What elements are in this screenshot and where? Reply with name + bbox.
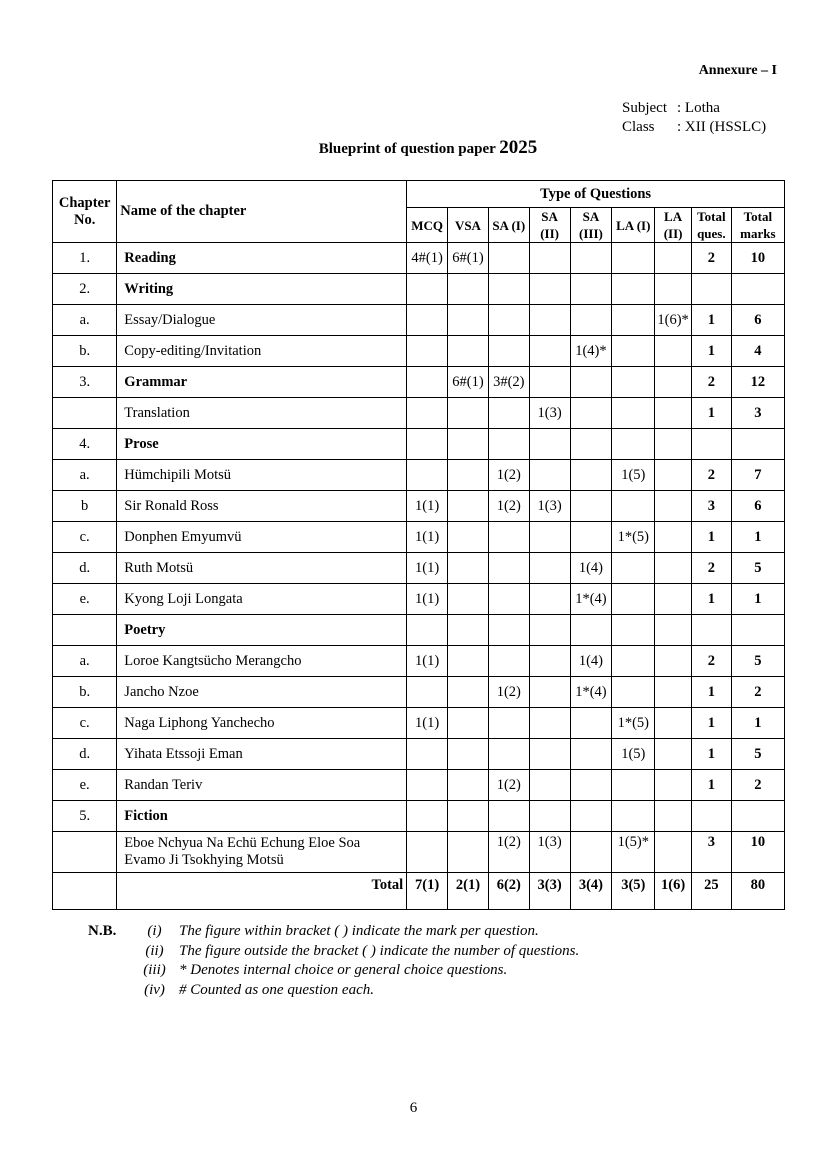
- question-cell: [407, 801, 448, 832]
- question-cell: [407, 615, 448, 646]
- question-cell: 2: [691, 243, 731, 274]
- question-cell: [407, 367, 448, 398]
- question-cell: [570, 398, 612, 429]
- question-cell: [448, 522, 489, 553]
- question-cell: [448, 677, 489, 708]
- question-cell: [731, 801, 784, 832]
- question-cell: [407, 274, 448, 305]
- note-text: The figure within bracket ( ) indicate the mark per question.: [179, 923, 539, 939]
- chapter-name: Writing: [117, 274, 407, 305]
- total-cell: 2(1): [448, 873, 489, 910]
- chapter-name: Prose: [117, 429, 407, 460]
- question-cell: [612, 243, 655, 274]
- table-header: [53, 181, 785, 243]
- question-cell: [570, 615, 612, 646]
- question-cell: [612, 677, 655, 708]
- question-cell: 1: [691, 398, 731, 429]
- question-cell: [448, 708, 489, 739]
- question-cell: 7: [731, 460, 784, 491]
- total-label: Total: [117, 873, 407, 910]
- question-cell: 1(3): [529, 491, 570, 522]
- question-cell: 1: [691, 677, 731, 708]
- question-cell: [655, 739, 692, 770]
- chapter-name: Jancho Nzoe: [117, 677, 407, 708]
- question-cell: 3: [691, 491, 731, 522]
- chapter-name: Sir Ronald Ross: [117, 491, 407, 522]
- question-cell: 1: [691, 708, 731, 739]
- question-cell: 3#(2): [488, 367, 529, 398]
- question-cell: [655, 243, 692, 274]
- chapter-name: Eboe Nchyua Na Echü Echung Eloe Soa Evamo Ji Tsokhying Motsü: [117, 832, 407, 873]
- question-cell: 2: [731, 770, 784, 801]
- question-cell: 1(5): [612, 460, 655, 491]
- chapter-name: Loroe Kangtsücho Merangcho: [117, 646, 407, 677]
- question-cell: [655, 646, 692, 677]
- class-value: : XII (HSSLC): [677, 119, 767, 135]
- question-cell: [448, 491, 489, 522]
- question-cell: [570, 801, 612, 832]
- note-number: (i): [147, 923, 162, 939]
- table-body: [53, 243, 785, 910]
- question-cell: [529, 739, 570, 770]
- question-cell: [488, 584, 529, 615]
- question-cell: [407, 832, 448, 873]
- chapter-number: d.: [53, 739, 117, 770]
- question-cell: 1: [691, 305, 731, 336]
- note-number: (iv): [144, 981, 165, 998]
- question-cell: [612, 367, 655, 398]
- question-cell: 6#(1): [448, 243, 489, 274]
- question-cell: [655, 429, 692, 460]
- total-cell: 25: [691, 873, 731, 910]
- question-cell: [570, 522, 612, 553]
- question-cell: [407, 770, 448, 801]
- question-cell: [655, 677, 692, 708]
- class-label: Class: [622, 119, 655, 135]
- question-cell: [488, 615, 529, 646]
- table-row: [53, 522, 785, 553]
- chapter-number: c.: [53, 708, 117, 739]
- note-text: # Counted as one question each.: [179, 981, 374, 998]
- question-cell: [529, 429, 570, 460]
- question-cell: [529, 305, 570, 336]
- subject-row: [622, 99, 766, 118]
- note-number: (iii): [143, 962, 166, 978]
- note-item: [138, 961, 698, 981]
- question-cell: [655, 615, 692, 646]
- question-cell: 1*(5): [612, 708, 655, 739]
- question-cell: [691, 801, 731, 832]
- question-cell: 1(2): [488, 832, 529, 873]
- table-row: [53, 491, 785, 522]
- question-cell: [448, 429, 489, 460]
- question-cell: [570, 274, 612, 305]
- question-cell: [691, 429, 731, 460]
- question-cell: [488, 429, 529, 460]
- question-cell: 1(5)*: [612, 832, 655, 873]
- question-cell: [529, 677, 570, 708]
- question-cell: [570, 770, 612, 801]
- question-cell: 1(1): [407, 522, 448, 553]
- question-cell: 5: [731, 739, 784, 770]
- annexure-label: Annexure – I: [698, 63, 777, 78]
- question-cell: [612, 429, 655, 460]
- question-cell: 1: [691, 522, 731, 553]
- question-cell: [529, 274, 570, 305]
- table-row: [53, 398, 785, 429]
- question-cell: [407, 739, 448, 770]
- question-cell: [407, 677, 448, 708]
- question-cell: [448, 460, 489, 491]
- chapter-number: e.: [53, 584, 117, 615]
- question-cell: [407, 305, 448, 336]
- chapter-number: a.: [53, 460, 117, 491]
- chapter-number: 5.: [53, 801, 117, 832]
- chapter-number: a.: [53, 646, 117, 677]
- question-cell: [731, 615, 784, 646]
- question-cell: [448, 305, 489, 336]
- notes-list: [138, 922, 698, 1000]
- question-cell: 1: [691, 584, 731, 615]
- question-cell: [731, 429, 784, 460]
- sub-header-cell: Total marks: [731, 208, 784, 243]
- question-cell: 6: [731, 305, 784, 336]
- page-number: 6: [409, 1100, 418, 1116]
- question-cell: 1: [691, 739, 731, 770]
- question-cell: 12: [731, 367, 784, 398]
- chapter-name: Grammar: [117, 367, 407, 398]
- question-cell: [570, 739, 612, 770]
- question-cell: 1(3): [529, 398, 570, 429]
- table-row: [53, 677, 785, 708]
- note-text: * Denotes internal choice or general choice questions.: [179, 962, 508, 978]
- question-cell: [655, 336, 692, 367]
- question-cell: [655, 553, 692, 584]
- question-cell: 1(5): [612, 739, 655, 770]
- table-row: [53, 615, 785, 646]
- table-row: [53, 274, 785, 305]
- chapter-number: e.: [53, 770, 117, 801]
- question-cell: 2: [691, 460, 731, 491]
- question-cell: [488, 708, 529, 739]
- question-cell: 1: [731, 708, 784, 739]
- question-cell: [612, 770, 655, 801]
- question-cell: 4: [731, 336, 784, 367]
- note-text: The figure outside the bracket ( ) indicate the number of questions.: [179, 942, 580, 959]
- question-cell: [655, 398, 692, 429]
- table-row: [53, 336, 785, 367]
- chapter-number: [53, 398, 117, 429]
- question-cell: [655, 832, 692, 873]
- question-cell: 1(6)*: [655, 305, 692, 336]
- question-cell: [448, 336, 489, 367]
- question-cell: [570, 460, 612, 491]
- total-cell: 80: [731, 873, 784, 910]
- question-cell: 1: [691, 770, 731, 801]
- sub-header-cell: LA (I): [612, 208, 655, 243]
- chapter-number: 3.: [53, 367, 117, 398]
- question-cell: [407, 336, 448, 367]
- chapter-name: Randan Teriv: [117, 770, 407, 801]
- question-cell: [529, 522, 570, 553]
- question-cell: 5: [731, 553, 784, 584]
- subject-label: Subject: [622, 100, 667, 116]
- sub-header-cell: LA (II): [655, 208, 692, 243]
- question-cell: [488, 243, 529, 274]
- sub-header-cell: SA (III): [570, 208, 612, 243]
- question-cell: [570, 491, 612, 522]
- chapter-number: b.: [53, 336, 117, 367]
- question-cell: [655, 522, 692, 553]
- question-cell: 1: [731, 522, 784, 553]
- chapter-name: Translation: [117, 398, 407, 429]
- header-chapter-no: Chapter No.: [53, 181, 117, 243]
- chapter-number: a.: [53, 305, 117, 336]
- question-cell: 1(3): [529, 832, 570, 873]
- chapter-number: 1.: [53, 243, 117, 274]
- question-cell: [448, 646, 489, 677]
- question-cell: [529, 553, 570, 584]
- chapter-name: Reading: [117, 243, 407, 274]
- question-cell: [529, 708, 570, 739]
- note-number: (ii): [145, 942, 164, 959]
- chapter-number: [53, 615, 117, 646]
- table-row: [53, 832, 785, 873]
- question-cell: [448, 584, 489, 615]
- question-cell: 1(1): [407, 646, 448, 677]
- question-cell: [529, 584, 570, 615]
- question-cell: 1*(4): [570, 677, 612, 708]
- note-item: [138, 942, 698, 962]
- note-item: [138, 922, 698, 942]
- question-cell: [488, 801, 529, 832]
- question-cell: [655, 274, 692, 305]
- question-cell: [448, 739, 489, 770]
- question-cell: [448, 832, 489, 873]
- question-cell: [655, 708, 692, 739]
- question-cell: 2: [691, 646, 731, 677]
- sub-header-cell: SA (II): [529, 208, 570, 243]
- question-cell: [612, 398, 655, 429]
- table-row: [53, 739, 785, 770]
- sub-header-cell: VSA: [448, 208, 489, 243]
- subject-class-block: [622, 99, 766, 137]
- question-cell: [529, 243, 570, 274]
- question-cell: 1(2): [488, 460, 529, 491]
- question-cell: [488, 336, 529, 367]
- question-cell: [570, 305, 612, 336]
- chapter-number: c.: [53, 522, 117, 553]
- chapter-name: Kyong Loji Longata: [117, 584, 407, 615]
- question-cell: [612, 336, 655, 367]
- question-cell: [407, 460, 448, 491]
- question-cell: [570, 367, 612, 398]
- total-cell: 3(5): [612, 873, 655, 910]
- question-cell: 10: [731, 832, 784, 873]
- header-chapter-name: Name of the chapter: [117, 181, 407, 243]
- question-cell: [448, 770, 489, 801]
- chapter-number: b.: [53, 677, 117, 708]
- question-cell: [612, 553, 655, 584]
- page-title: [0, 137, 827, 159]
- table-row: [53, 584, 785, 615]
- question-cell: 2: [731, 677, 784, 708]
- blueprint-table: [52, 180, 785, 910]
- question-cell: [488, 398, 529, 429]
- question-cell: 6: [731, 491, 784, 522]
- chapter-name: Yihata Etssoji Eman: [117, 739, 407, 770]
- table-row: [53, 305, 785, 336]
- chapter-name: Donphen Emyumvü: [117, 522, 407, 553]
- table-row: [53, 770, 785, 801]
- sub-header-cell: SA (I): [488, 208, 529, 243]
- question-cell: [488, 522, 529, 553]
- table-row: [53, 553, 785, 584]
- chapter-name: Fiction: [117, 801, 407, 832]
- total-cell: 3(3): [529, 873, 570, 910]
- subject-value: : Lotha: [677, 100, 720, 116]
- question-cell: [529, 367, 570, 398]
- chapter-name: Copy-editing/Invitation: [117, 336, 407, 367]
- table-row: [53, 243, 785, 274]
- table-row: [53, 429, 785, 460]
- question-cell: [529, 801, 570, 832]
- question-cell: 1: [691, 336, 731, 367]
- question-cell: 1(2): [488, 491, 529, 522]
- question-cell: [570, 243, 612, 274]
- question-cell: [448, 398, 489, 429]
- question-cell: [612, 584, 655, 615]
- question-cell: 1(1): [407, 553, 448, 584]
- total-empty-cell: [53, 873, 117, 910]
- question-cell: 1(1): [407, 491, 448, 522]
- chapter-name: Essay/Dialogue: [117, 305, 407, 336]
- question-cell: 2: [691, 367, 731, 398]
- note-item: [138, 981, 698, 1001]
- question-cell: 2: [691, 553, 731, 584]
- chapter-number: b: [53, 491, 117, 522]
- question-cell: [612, 274, 655, 305]
- header-type-of-questions: Type of Questions: [407, 181, 785, 208]
- question-cell: 1(2): [488, 677, 529, 708]
- question-cell: [612, 305, 655, 336]
- chapter-name: Poetry: [117, 615, 407, 646]
- question-cell: 3: [691, 832, 731, 873]
- sub-header-cell: MCQ: [407, 208, 448, 243]
- question-cell: 3: [731, 398, 784, 429]
- question-cell: [655, 801, 692, 832]
- question-cell: 4#(1): [407, 243, 448, 274]
- chapter-number: 4.: [53, 429, 117, 460]
- question-cell: [731, 274, 784, 305]
- question-cell: 5: [731, 646, 784, 677]
- question-cell: [488, 274, 529, 305]
- chapter-name: Naga Liphong Yanchecho: [117, 708, 407, 739]
- title-text: Blueprint of question paper: [318, 141, 496, 157]
- question-cell: [488, 739, 529, 770]
- total-cell: 6(2): [488, 873, 529, 910]
- question-cell: [655, 367, 692, 398]
- question-cell: [488, 646, 529, 677]
- total-cell: 3(4): [570, 873, 612, 910]
- question-cell: [655, 584, 692, 615]
- question-cell: [655, 491, 692, 522]
- table-row: [53, 801, 785, 832]
- chapter-number: 2.: [53, 274, 117, 305]
- question-cell: [570, 429, 612, 460]
- table-row: [53, 367, 785, 398]
- question-cell: 1*(4): [570, 584, 612, 615]
- question-cell: [529, 336, 570, 367]
- question-cell: [691, 274, 731, 305]
- question-cell: 1(4): [570, 553, 612, 584]
- question-cell: [529, 646, 570, 677]
- question-cell: [655, 460, 692, 491]
- question-cell: [570, 708, 612, 739]
- question-cell: [612, 491, 655, 522]
- question-cell: [488, 305, 529, 336]
- chapter-number: [53, 832, 117, 873]
- question-cell: [448, 615, 489, 646]
- notes-label: N.B.: [88, 923, 117, 939]
- question-cell: 10: [731, 243, 784, 274]
- question-cell: 1*(5): [612, 522, 655, 553]
- question-cell: [612, 801, 655, 832]
- question-cell: [407, 429, 448, 460]
- question-cell: 1(2): [488, 770, 529, 801]
- question-cell: [407, 398, 448, 429]
- question-cell: [448, 553, 489, 584]
- chapter-name: Ruth Motsü: [117, 553, 407, 584]
- table-row: [53, 708, 785, 739]
- table-row: [53, 646, 785, 677]
- question-cell: [691, 615, 731, 646]
- question-cell: 1(1): [407, 584, 448, 615]
- question-cell: [655, 770, 692, 801]
- total-cell: 1(6): [655, 873, 692, 910]
- question-cell: [488, 553, 529, 584]
- question-cell: [529, 615, 570, 646]
- question-cell: 1: [731, 584, 784, 615]
- total-row: [53, 873, 785, 910]
- total-cell: 7(1): [407, 873, 448, 910]
- table-row: [53, 460, 785, 491]
- question-cell: 6#(1): [448, 367, 489, 398]
- chapter-name: Hümchipili Motsü: [117, 460, 407, 491]
- question-cell: [529, 460, 570, 491]
- question-cell: 1(4)*: [570, 336, 612, 367]
- question-cell: [570, 832, 612, 873]
- question-cell: [448, 801, 489, 832]
- question-cell: [612, 615, 655, 646]
- chapter-number: d.: [53, 553, 117, 584]
- sub-header-cell: Total ques.: [691, 208, 731, 243]
- question-cell: 1(1): [407, 708, 448, 739]
- question-cell: [612, 646, 655, 677]
- question-cell: 1(4): [570, 646, 612, 677]
- class-row: [622, 118, 766, 137]
- question-cell: [448, 274, 489, 305]
- title-year: 2025: [499, 137, 538, 158]
- question-cell: [529, 770, 570, 801]
